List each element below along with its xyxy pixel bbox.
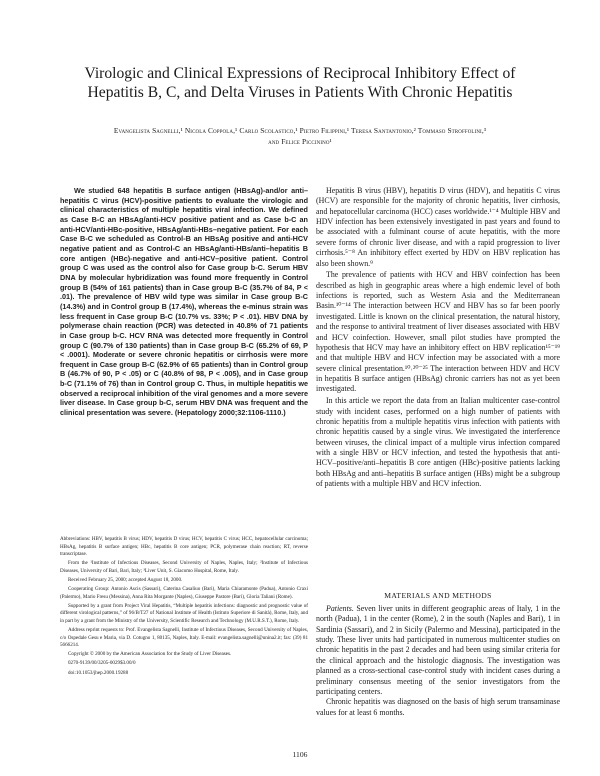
intro-paragraph-3: In this article we report the data from an Italian multicenter case-control study with incident cases, performed on a high number of patients with chronic hepatitis from a multiple hepatitis virus infection with patients with chronic hepatitis caused by a single virus. We investigated the interference between viruses, the clinical impact of a multiple virus infection compared with a single HBV or HCV infection, and tested the hypothesis that anti-HCV–positive/anti–hepatitis B core antigen (HBc)-positive patients lacking both HBsAg and anti–hepatitis B surface antigen (HBs) might be a subgroup of patients with a multiple HBV and HCV infection.	[316, 396, 560, 489]
authors-line-1: Evangelista Sagnelli,¹ Nicola Coppola,¹ Carlo Scolastico,¹ Pietro Filippini,¹ Teresa Santantonio,² Tommaso Stroffolini,³	[113, 126, 487, 135]
patients-text: Seven liver units in different geographic areas of Italy, 1 in the north (Padua), 1 in the center (Rome), 2 in the south (Naples and Bari), 1 in Sardinia (Sassari), and 2 in Sicily (Palermo and Messina), participated in the study. These liver units had participated in numerous multicenter studies on chronic hepatitis in the past 2 decades and had been using similar criteria for the clinical approach and the histologic diagnosis. The investigation was planned as a cross-sectional case-control study with incident cases during a preliminary consensus meeting of the senior investigators from the participating centers.	[316, 604, 560, 696]
intro-paragraph-1: Hepatitis B virus (HBV), hepatitis D virus (HDV), and hepatitis C virus (HCV) are responsible for the majority of chronic hepatitis, liver cirrhosis, and hepatocellular carcinoma (HCC) cases worldwide.¹⁻⁴ Multiple HBV and HDV infection has been extensively investigated in past years and found to be associated with a fulminant course of acute hepatitis, with the more severe forms of chronic liver disease, and with a rapid progression to liver cirrhosis.⁵⁻⁸ An inhibitory effect exerted by HDV on HBV replication has also been shown.⁹	[316, 186, 560, 268]
title-line-2: Hepatitis B, C, and Delta Viruses in Patients With Chronic Hepatitis	[87, 84, 513, 101]
title-line-1: Virologic and Clinical Expressions of Reciprocal Inhibitory Effect of	[84, 65, 516, 82]
author-list	[40, 125, 560, 147]
methods-section	[316, 604, 560, 718]
affiliations-note: From the ¹Institute of Infectious Diseases, Second University of Naples, Naples, Italy; ²Institute of Infectious Diseases, University of Bari, Bari, Italy; ³Liver Unit, S. Giacomo Hospital, Rome, Italy.	[60, 560, 308, 574]
page-number: 1106	[292, 750, 308, 759]
doi-note: doi:10.1053/jhep.2000.19288	[68, 669, 129, 676]
received-note: Received February 25, 2000; accepted August 18, 2000.	[68, 576, 183, 583]
copyright-note: Copyright © 2000 by the American Association for the Study of Liver Diseases.	[68, 651, 232, 658]
methods-paragraph-1	[316, 604, 560, 697]
support-note: Supported by a grant from Project Viral Hepatitis, “Multiple hepatitis infections: diagnostic and prognostic value of different virological patterns,” of 96/B/T27 of National Institute of Health (Istituto Superiore di Sanità), Rome, Italy, and in part by a grant from the Ministry of the University, Scientific Research and Technology (M.U.R.S.T.), Rome, Italy.	[60, 602, 308, 624]
abstract-text: We studied 648 hepatitis B surface antigen (HBsAg)-and/or anti–hepatitis C virus (HCV)-positive patients to evaluate the virologic and clinical characteristics of multiple hepatitis viral infection. We defined as Case B-C an HBsAg/anti-HCV positive patient and as Case b-C an anti-HCV/anti-HBc-positive, HBsAg/anti-HBs–negative patient. For each Case B-C we scheduled as Control-B an HBsAg positive and anti-HCV negative patient and as Control-C an HBsAg/anti-HBs/anti–hepatitis B core antigen (HBc)-negative and anti-HCV–positive patient. Control group C was used as the control also for Case group b-C. Serum HBV DNA by molecular hybridization was found more frequently in Control group B (54% of 161 patients) than in Case group B-C (35.7% of 84, P < .01). The prevalence of HBV wild type was similar in Case group B-C (14.3%) and in Control group B (17.4%), whereas the e-minus strain was less frequent in Case group B-C (10.7% vs. 33%; P < .01). HBV DNA by polymerase chain reaction (PCR) was detected in 40.8% of 71 patients in Case group b-C. HCV RNA was detected more frequently in Control group C (90.7% of 130 patients) than in Case group B-C (65.2% of 69, P < .0001). Moderate or severe chronic hepatitis or cirrhosis were more frequent in Case group B-C (62.9% of 65 patients) than in Control group B (46.7% of 90, P < .05) or C (40.8% of 98, P < .005), and in Case group b-C (71.1% of 76) than in Control group C. Thus, in multiple hepatitis we observed a reciprocal inhibition of the viral genomes and a more severe liver disease. In Case group b-C, serum HBV DNA was frequent and the clinical presentation was severe. (Hepatology 2000;32:1106-1110.)	[60, 186, 308, 418]
patients-runin-heading: Patients.	[326, 604, 354, 613]
introduction	[316, 186, 560, 491]
article-title	[40, 64, 560, 102]
abstract	[60, 186, 308, 418]
intro-paragraph-2: The prevalence of patients with HCV and HBV coinfection has been described as high in geographic areas where a high endemic level of both infections is reported, such as Western Asia and the Mediterranean Basin.¹⁰⁻¹⁴ The interaction between HCV and HBV has so far been poorly investigated. Little is known on the clinical presentation, the natural history, and the response to antiviral treatment of liver diseases associated with HBV and HCV coinfection. However, small pilot studies have prompted the hypothesis that HCV may have an inhibitory effect on HBV replication¹⁵⁻¹⁹ and that multiple HBV and HCV infection may be associated with a more severe clinical presentation.¹⁰˒²⁰⁻²⁵ The interaction between HDV and HCV in hepatitis B surface antigen (HBsAg) chronic carriers has not as yet been investigated.	[316, 270, 560, 394]
reprint-address-note: Address reprint requests to: Prof. Evangelista Sagnelli, Institute of Infectious Diseases, Second University of Naples, c/o Ospedale Gesu e Maria, via D. Cotugno 1, 80135, Naples, Italy. E-mail: evangelista.sagnelli@unina2.it; fax: (39) 81 5666214.	[60, 627, 308, 649]
authors-line-2: and Felice Piccinino¹	[268, 137, 332, 146]
section-heading-methods: MATERIALS AND METHODS	[384, 591, 492, 600]
cooperating-group-note: Cooperating Group: Antonio Ascis (Sassari), Caterina Casaliuo (Bari), Maria Chiaramonte (Padua), Antonio Craxi (Palermo), Mario Fresu (Messina), Anna Rita Morgante (Naples), Giuseppe Pastore (Bari), Gloria Taliani (Rome).	[60, 586, 308, 600]
issn-note: 0270-9139/00/3205-0029$3.00/0	[68, 660, 136, 667]
methods-paragraph-2: Chronic hepatitis was diagnosed on the basis of high serum transaminase values for at least 6 months.	[316, 697, 560, 717]
abbreviations-note: Abbreviations: HBV, hepatitis B virus; HDV, hepatitis D virus; HCV, hepatitis C virus; HCC, hepatocellular carcinoma; HBsAg, hepatitis B surface antigen; HBc, hepatitis B core antigen; PCR, polymerase chain reaction; RT, reverse transcriptase.	[60, 536, 308, 558]
footnotes	[60, 536, 308, 679]
